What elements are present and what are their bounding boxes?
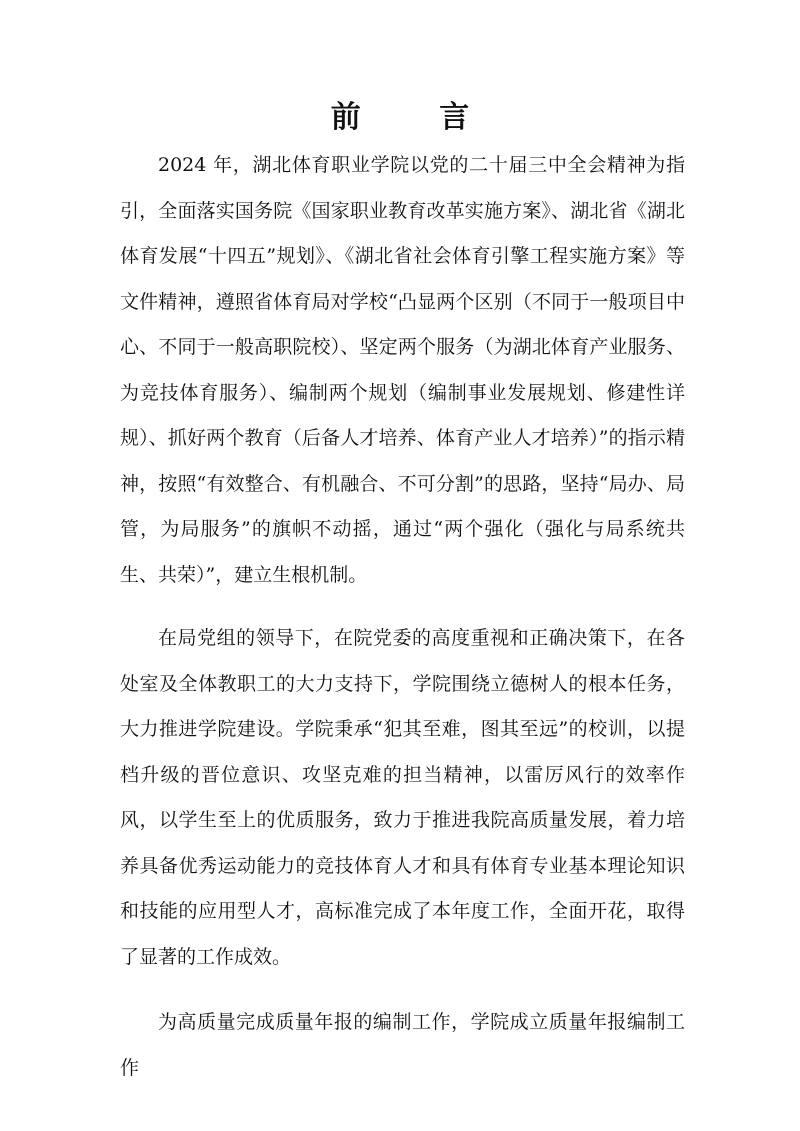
paragraph-2: 在局党组的领导下，在院党委的高度重视和正确决策下，在各处室及全体教职工的大力支持下，学院围绕立德树人的根本任务，大力推进学院建设。学院秉承“犯其至难，图其至远”的校训，以提档升级的晋位意识、攻坚克难的担当精神，以雷厉风行的效率作风，以学生至上的优质服务，致力于推进我院高质量发展，着力培养具备优秀运动能力的竞技体育人才和具有体育专业基本理论知识和技能的应用型人才，高标准完成了本年度工作，全面开花，取得了显著的工作成效。 <box>120 627 685 968</box>
page-title: 前 言 <box>330 100 504 135</box>
paragraph-1: 2024 年，湖北体育职业学院以党的二十届三中全会精神为指引，全面落实国务院《国家职业教育改革实施方案》、湖北省《湖北体育发展“十四五”规划》、《湖北省社会体育引擎工程实施方案》等文件精神，遵照省体育局对学校“凸显两个区别（不同于一般项目中心、不同于一般高职院校）、坚定两个服务（为湖北体育产业服务、为竞技体育服务）、编制两个规划（编制事业发展规划、修建性详规）、抓好两个教育（后备人才培养、体育产业人才培养）”的指示精神，按照“有效整合、有机融合、不可分割”的思路，坚持“局办、局管，为局服务”的旗帜不动摇，通过“两个强化（强化与局系统共生、共荣）”，建立生根机制。 <box>120 154 685 586</box>
preface-body <box>120 143 685 1091</box>
paragraph-3: 为高质量完成质量年报的编制工作，学院成立质量年报编制工作 <box>120 1011 685 1079</box>
